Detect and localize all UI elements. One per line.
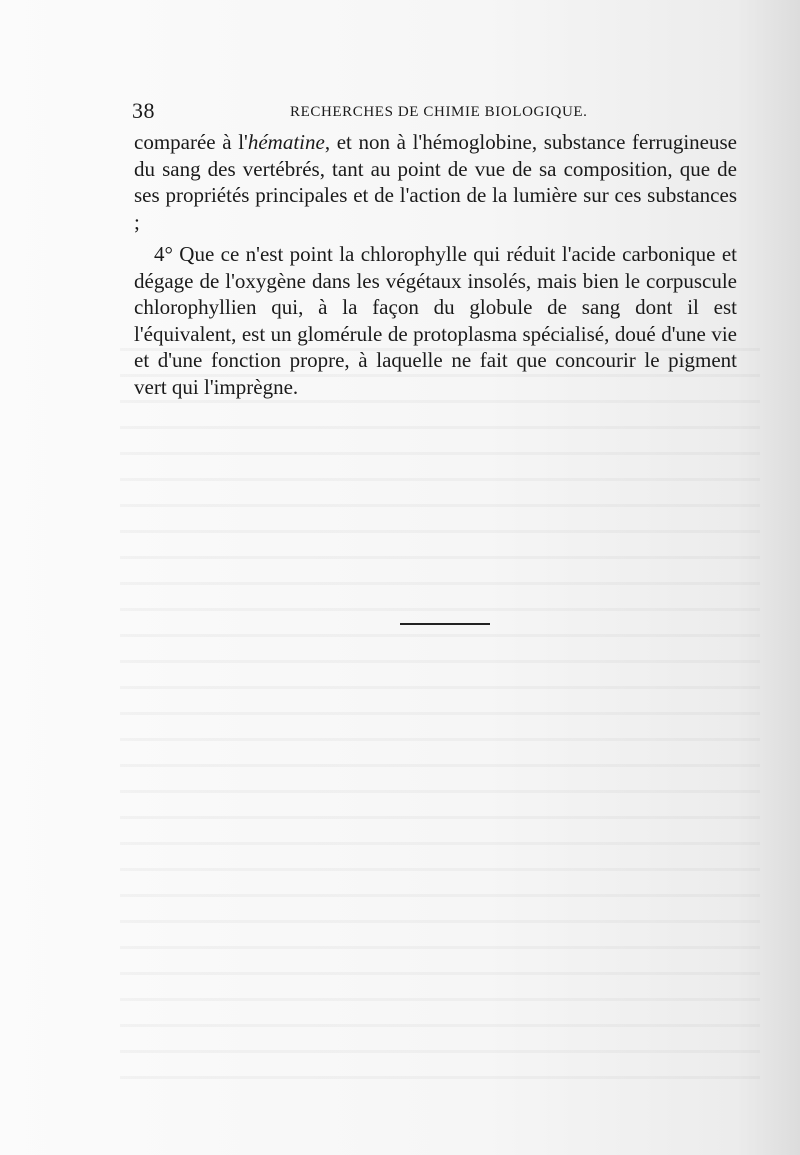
body-text [134, 129, 737, 400]
page-header [132, 98, 737, 128]
running-title: RECHERCHES DE CHIMIE BIOLOGIQUE. [290, 104, 588, 120]
paragraph-2: 4° Que ce n'est point la chlorophylle qui réduit l'acide carbonique et dégage de l'oxygène dans les végétaux insolés, mais bien le corpuscule chlorophyllien qui, à la façon du globule de sang dont il est l'équivalent, est un glomérule de protoplasma spécialisé, doué d'une vie et d'une fonction propre, à laquelle ne fait que concourir le pigment vert qui l'imprègne. [134, 242, 737, 399]
paragraph-1 [134, 129, 737, 235]
paragraph-1-start: comparée à l' [134, 130, 248, 154]
paragraph-1-end: , et non à l'hémoglobine, substance ferrugineuse du sang des vertébrés, tant au point de vue de sa composition, que de ses propriétés principales et de l'action de la lumière sur ces substances ; [134, 130, 737, 234]
section-end-rule [400, 623, 490, 625]
italic-term: hématine [247, 130, 325, 154]
show-through-texture [120, 330, 760, 1090]
page-number: 38 [132, 98, 155, 123]
